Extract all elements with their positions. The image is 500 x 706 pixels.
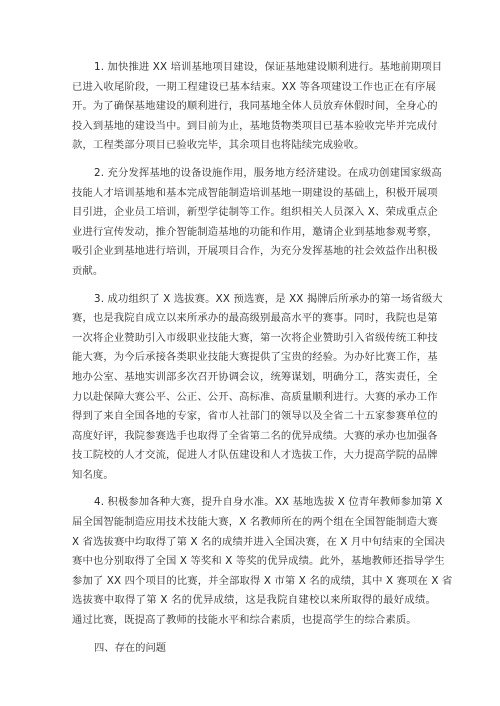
text-line: 高度好评，我院参赛选手也取得了全省第二名的优异成绩。大赛的承办也加强各 [72, 429, 438, 442]
text-line: 吸引企业到基地进行培训，开展项目合作，为充分发挥基地的社会效益作出积极 [72, 245, 438, 258]
text-line: 技工院校的人才交流，促进人才队伍建设和人才选拔工作，大力提高学院的品牌 [72, 449, 438, 462]
paragraph-1 [72, 58, 443, 156]
text-line: 一次将企业赞助引入市级职业技能大赛，第一次将企业赞助引入省级传统工种技 [72, 331, 438, 344]
text-line: 得到了来自全国各地的专家，省市人社部门的领导以及全省二十五家参赛单位的 [72, 410, 438, 423]
text-line: 届全国智能制造应用技术技能大赛，X 名教师所在的两个组在全国智能制造大赛 [72, 516, 438, 529]
section-heading: 四、存在的问题 [94, 641, 167, 654]
text-line: 3. 成功组织了 X 选拔赛。XX 预选赛，是 XX 揭牌后所承办的第一场省级大 [94, 292, 443, 305]
paragraph-3 [72, 290, 443, 486]
text-line: 投入到基地的建设当中。到目前为止，基地货物类项目已基本验收完毕并完成付 [72, 119, 438, 132]
paragraph-2 [72, 164, 442, 282]
text-line: 力以赴保障大赛公平、公正、公开、高标准、高质量顺利进行。大赛的承办工作 [72, 390, 438, 403]
text-line: 通过比赛，既提高了教师的技能水平和综合素质，也提高学生的综合素质。 [72, 614, 417, 627]
text-line: 赛中也分别取得了全国 X 等奖和 X 等奖的优异成绩。此外，基地教师还指导学生 [72, 555, 445, 568]
text-line: 技能人才培训基地和基本完成智能制造培训基地一期建设的基础上，积极开展项 [72, 186, 438, 199]
text-line: 能大赛，为今后承接各类职业技能大赛提供了宝贵的经验。为办好比赛工作，基 [72, 351, 438, 364]
text-line: 参加了 XX 四个项目的比赛，并全部取得 X 市第 X 名的成绩，其中 X 赛项在 X 省 [72, 574, 453, 587]
text-line: 知名度。 [72, 468, 114, 481]
text-line: 2. 充分发挥基地的设备设施作用，服务地方经济建设。在成功创建国家级高 [94, 166, 442, 179]
document-page [72, 58, 453, 658]
text-line: 4. 积极参加各种大赛，提升自身水准。XX 基地选拔 X 位青年教师参加第 X [94, 496, 443, 509]
text-line: 目引进，企业员工培训，新型学徒制等工作。组织相关人员深入 X、荣成重点企 [72, 206, 438, 219]
text-line: 开。为了确保基地建设的顺利进行，我同基地全体人员放弃休假时间，全身心的 [72, 100, 438, 113]
text-line: 1. 加快推进 XX 培训基地项目建设，保证基地建设顺利进行。基地前期项目 [94, 61, 443, 73]
text-line: X 省选拔赛中均取得了第 X 名的成绩并进入全国决赛，在 X 月中旬结束的全国决 [72, 535, 446, 548]
text-line: 贡献。 [72, 264, 104, 277]
text-line: 选拔赛中取得了第 X 名的优异成绩，这是我院自建校以来所取得的最好成绩。 [72, 594, 436, 607]
text-line: 赛，也是我院自成立以来所承办的最高级别最高水平的赛事。同时，我院也是第 [72, 312, 438, 325]
text-line: 地办公室、基地实训部多次召开协调会议，统筹谋划，明确分工，落实责任，全 [72, 370, 438, 383]
text-line: 已进入收尾阶段，一期工程建设已基本结束。XX 等各项建设工作也正在有序展 [72, 80, 436, 93]
text-line: 款，工程类部分项目已验收完毕，其余项目也将陆续完成验收。 [72, 139, 365, 152]
text-line: 业进行宣传发动，推介智能制造基地的功能和作用，邀请企业到基地参观考察， [72, 225, 438, 238]
paragraph-4 [72, 493, 453, 630]
